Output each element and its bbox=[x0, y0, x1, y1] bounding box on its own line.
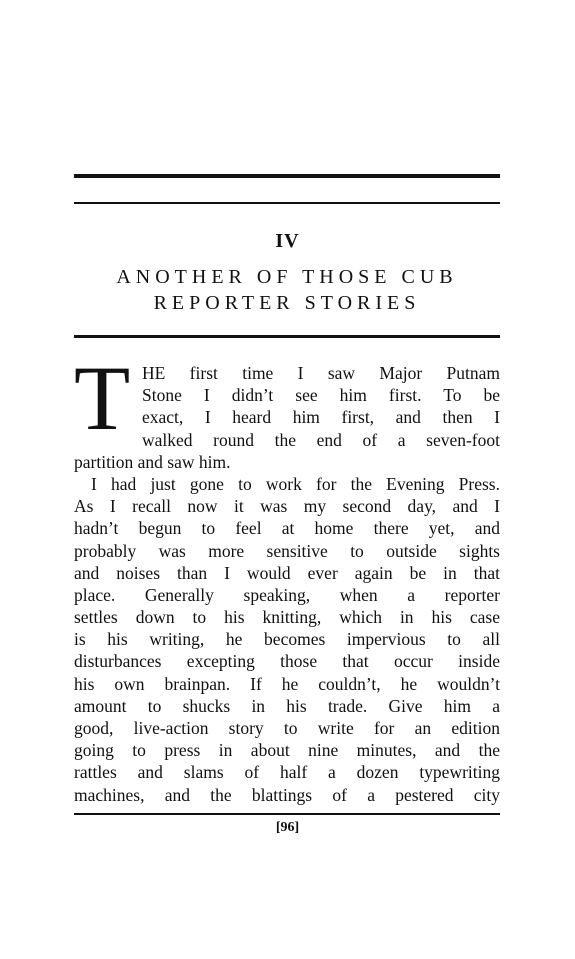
chapter-number: IV bbox=[275, 230, 300, 252]
page-number: [96] bbox=[275, 820, 300, 835]
text-line: Stone I didn’t see him first. To be bbox=[142, 385, 500, 406]
text-line: place. Generally speaking, when a reporter bbox=[74, 584, 500, 605]
drop-cap-letter: T bbox=[74, 347, 131, 449]
text-line: his own brainpan. If he couldn’t, he wouldn’t bbox=[74, 673, 500, 694]
text-line: settles down to his knitting, which in his case bbox=[74, 607, 500, 628]
chapter-title-line-2: REPORTER STORIES bbox=[153, 292, 421, 314]
text-line: disturbances excepting those that occur inside bbox=[74, 651, 500, 672]
text-line: machines, and the blattings of a pestered city bbox=[74, 784, 500, 805]
text-line: exact, I heard him first, and then I bbox=[142, 407, 500, 428]
text-line: and noises than I would ever again be in that bbox=[74, 562, 500, 583]
text-line: hadn’t begun to feel at home there yet, and bbox=[74, 518, 500, 539]
top-thick-rule bbox=[74, 174, 500, 178]
text-line: partition and saw him. bbox=[74, 451, 231, 472]
chapter-title-line-1: ANOTHER OF THOSE CUB bbox=[116, 266, 458, 288]
text-line: is his writing, he becomes impervious to all bbox=[74, 629, 500, 650]
text-line: rattles and slams of half a dozen typewriting bbox=[74, 762, 500, 783]
text-line: going to press in about nine minutes, and the bbox=[74, 740, 500, 761]
text-line: I had just gone to work for the Evening Press. bbox=[91, 473, 500, 494]
chapter-title bbox=[74, 264, 500, 316]
text-line: probably was more sensitive to outside sights bbox=[74, 540, 500, 561]
footer-rule bbox=[74, 813, 500, 815]
text-line: As I recall now it was my second day, and I bbox=[74, 496, 500, 517]
text-line: good, live-action story to write for an edition bbox=[74, 718, 500, 738]
title-underline-rule bbox=[74, 335, 500, 338]
text-line: walked round the end of a seven-foot bbox=[142, 429, 500, 450]
top-thin-rule bbox=[74, 202, 500, 204]
text-line: amount to shucks in his trade. Give him a bbox=[74, 695, 500, 716]
text-line: HE first time I saw Major Putnam bbox=[142, 363, 500, 383]
body-text bbox=[74, 362, 500, 806]
